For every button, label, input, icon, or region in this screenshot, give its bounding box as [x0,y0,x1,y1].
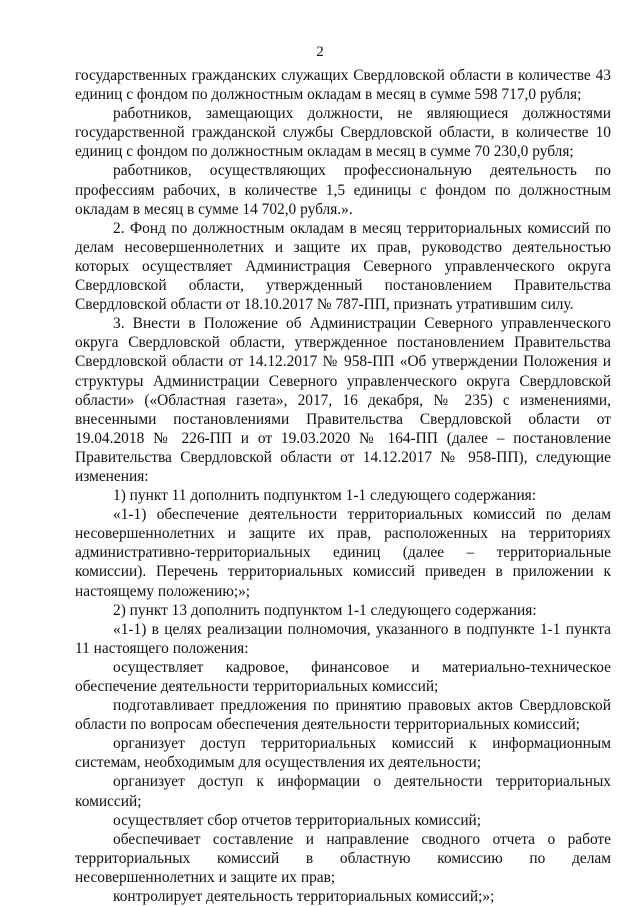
paragraph: организует доступ к информации о деятельности территориальных комиссий; [75,773,611,810]
document-body [75,66,611,906]
paragraph: подготавливает предложения по принятию правовых актов Свердловской области по вопросам обеспечения деятельности территориальных комиссий; [75,697,611,734]
paragraph: государственных гражданских служащих Свердловской области в количестве 43 единиц с фондом по должностным окладам в месяц в сумме 598 717,0 рубля; [75,67,611,104]
paragraph: «1-1) обеспечение деятельности территориальных комиссий по делам несовершеннолетних и защите их прав, расположенных на территориях административно-территориальных единиц (далее – территориальные комиссии). Перечень территориальных комиссий приведен в приложении к настоящему положению;»; [75,506,611,600]
paragraph: 2) пункт 13 дополнить подпунктом 1-1 следующего содержания: [113,601,537,619]
paragraph: 2. Фонд по должностным окладам в месяц территориальных комиссий по делам несовершеннолетних и защите их прав, руководство деятельностью которых осуществляет Администрация Северного управленческого округа Свердловской области, утвержденный постановлением Правительства Свердловской области от 18.10.2017 № 787-ПП, признать утратившим силу. [75,219,611,314]
paragraph: работников, осуществляющих профессиональную деятельность по профессиям рабочих, в количестве 1,5 единицы с фондом по должностным окладам в месяц в сумме 14 702,0 рубля.». [75,162,611,218]
paragraph: 1) пункт 11 дополнить подпунктом 1-1 следующего содержания: [113,487,537,505]
page-number: 2 [316,44,324,60]
paragraph: 3. Внести в Положение об Администрации Северного управленческого округа Свердловской области, утвержденное постановлением Правительства Свердловской области от 14.12.2017 № 958-ПП «Об утверждении Положения и структуры Администрации Северного управленческого округа Свердловской области» («Областная газета», 2017, 16 декабря, № 235) с изменениями, внесенными постановлениями Правительства Свердловской области от 19.04.2018 № 226-ПП и от 19.03.2020 № 164-ПП (далее – постановление Правительства Свердловской области от 14.12.2017 № 958-ПП), следующие изменения: [75,315,611,485]
paragraph: работников, замещающих должности, не являющиеся должностями государственной гражданской службы Свердловской области, в количестве 10 единиц с фондом по должностным окладам в месяц в сумме 70 230,0 рубля; [75,105,611,161]
paragraph: осуществляет кадровое, финансовое и материально-техническое обеспечение деятельности территориальных комиссий; [75,658,611,695]
paragraph: контролирует деятельность территориальных комиссий;»; [113,888,495,906]
paragraph: обеспечивает составление и направление сводного отчета о работе территориальных комиссий в областную комиссию по делам несовершеннолетних и защите их прав; [75,830,611,886]
paragraph: осуществляет сбор отчетов территориальных комиссий; [113,811,482,829]
paragraph: организует доступ территориальных комиссий к информационным системам, необходимым для осуществления их деятельности; [75,735,611,772]
paragraph: «1-1) в целях реализации полномочия, указанного в подпункте 1-1 пункта 11 настоящего положения: [75,620,611,657]
